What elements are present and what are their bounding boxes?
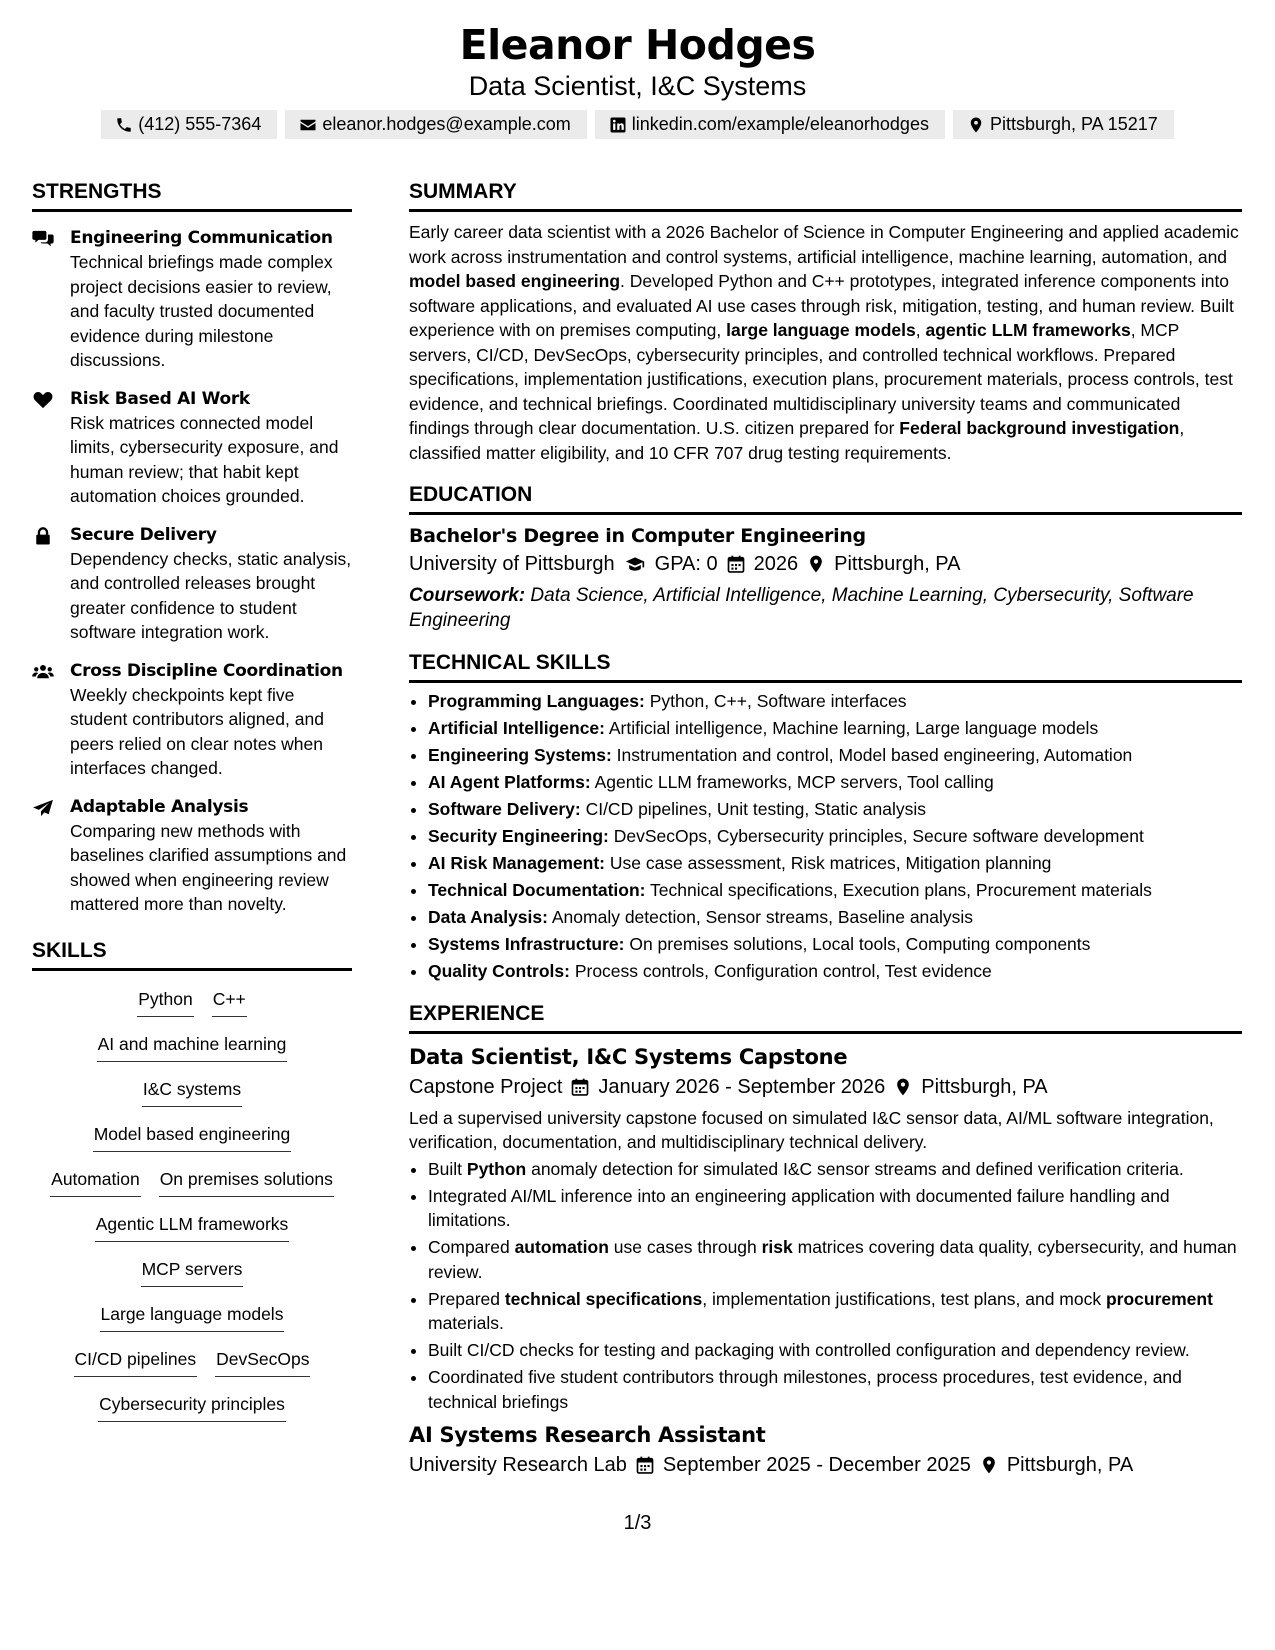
- bold-text: model based engineering: [409, 271, 621, 291]
- technical-skill-item: [428, 743, 1242, 768]
- job-org: University Research Lab: [409, 1454, 627, 1476]
- text-run: Built: [428, 1158, 467, 1179]
- bold-text: large language models: [726, 320, 916, 340]
- job-dates: September 2025 - December 2025: [662, 1454, 971, 1476]
- skill-values: Python, C++, Software interfaces: [644, 691, 907, 711]
- skill-chip-row: [32, 1341, 352, 1386]
- skill-chip-row: [32, 1386, 352, 1431]
- technical-skills-list: [409, 689, 1242, 984]
- job-bullet: [428, 1184, 1242, 1233]
- skills-section: [32, 937, 352, 1431]
- text-run: , classified matter eligibility, and 10 CFR 707 drug testing requirements.: [409, 418, 1185, 463]
- strengths-heading: STRENGTHS: [32, 178, 352, 212]
- skill-chip: Python: [137, 981, 193, 1017]
- users-icon: [32, 659, 70, 781]
- degree-title: Bachelor's Degree in Computer Engineering: [409, 525, 866, 547]
- job-title: Data Scientist, I&C Systems Capstone: [409, 1044, 848, 1069]
- skill-chip: DevSecOps: [215, 1341, 310, 1377]
- strength-desc: Risk matrices connected model limits, cybersecurity exposure, and human review; that habit kept automation choices grounded.: [70, 412, 339, 506]
- job-bullet: [428, 1157, 1242, 1182]
- strength-desc: Dependency checks, static analysis, and controlled releases brought greater confidence to student software integration work.: [70, 548, 352, 642]
- coursework-list: Data Science, Artificial Intelligence, Machine Learning, Cybersecurity, Software Engineering: [409, 585, 1194, 631]
- skill-values: Anomaly detection, Sensor streams, Baseline analysis: [547, 907, 974, 927]
- bold-text: risk: [761, 1237, 793, 1257]
- phone-text[interactable]: (412) 555-7364: [138, 114, 262, 134]
- skill-chips: [32, 981, 352, 1431]
- bold-text: automation: [514, 1237, 609, 1257]
- skill-chip: Automation: [50, 1161, 141, 1197]
- candidate-title: Data Scientist, I&C Systems: [468, 71, 807, 101]
- skill-chip-row: [32, 981, 352, 1026]
- skill-values: DevSecOps, Cybersecurity principles, Secure software development: [608, 826, 1144, 846]
- job-meta: [409, 1072, 1242, 1102]
- technical-skill-item: [428, 905, 1242, 930]
- strength-title: Risk Based AI Work: [70, 388, 250, 409]
- text-run: Coordinated five student contributors through milestones, process procedures, test evidence, and technical briefings: [428, 1367, 1182, 1412]
- strength-title: Engineering Communication: [70, 228, 333, 248]
- technical-skill-item: [428, 932, 1242, 957]
- map-pin-icon: [967, 116, 985, 134]
- skill-chip: AI and machine learning: [97, 1026, 288, 1062]
- skill-chip-row: [32, 1161, 352, 1206]
- summary-text: [409, 220, 1242, 465]
- page-number: 1/3: [623, 1512, 652, 1534]
- map-pin-icon: [806, 554, 826, 574]
- text-run: anomaly detection for simulated I&C sensor streams and defined verification criteria.: [526, 1158, 1184, 1179]
- contact-email: [285, 110, 586, 139]
- skill-chip-row: [32, 1116, 352, 1161]
- job-meta: [409, 1450, 1242, 1480]
- calendar-icon: [726, 554, 746, 574]
- text-run: Integrated AI/ML inference into an engineering application with documented failure handling and limitations.: [428, 1185, 1170, 1230]
- skill-values: Process controls, Configuration control, Test evidence: [569, 961, 992, 981]
- skill-chip: Cybersecurity principles: [98, 1386, 286, 1422]
- bold-text: agentic LLM frameworks: [925, 320, 1131, 340]
- paper-plane-icon: [32, 795, 70, 917]
- job-description: Led a supervised university capstone focused on simulated I&C sensor data, AI/ML software integration, verification, documentation, and multidisciplinary technical delivery.: [409, 1107, 1214, 1152]
- technical-skills-heading: TECHNICAL SKILLS: [409, 649, 1242, 683]
- text-run: . Developed Python and C++ prototypes, integrated inference components into software applications, and evaluated AI use cases through risk, mitigation, testing, and human review. Built experience with on premises computing,: [409, 271, 1234, 340]
- strength-title: Cross Discipline Coordination: [70, 660, 343, 681]
- strength-item: [32, 795, 352, 917]
- contact-phone: [101, 110, 277, 139]
- summary-heading: SUMMARY: [409, 178, 1242, 212]
- resume-header: [0, 20, 1275, 139]
- skill-chip: I&C systems: [142, 1071, 242, 1107]
- strength-desc: Technical briefings made complex project decisions easier to review, and faculty trusted documented evidence during milestone discussions.: [70, 252, 333, 370]
- text-run: ,: [915, 320, 926, 340]
- email-text[interactable]: eleanor.hodges@example.com: [322, 114, 571, 134]
- strength-item: [32, 523, 352, 645]
- skill-values: Artificial intelligence, Machine learning, Large language models: [604, 718, 1099, 738]
- education-section: [409, 481, 1242, 633]
- candidate-name: Eleanor Hodges: [459, 21, 816, 69]
- job-bullet: [428, 1365, 1242, 1414]
- text-run: Early career data scientist with a 2026 Bachelor of Science in Computer Engineering and applied academic work across instrumentation and control systems, artificial intelligence, machine learning, automation, and: [409, 222, 1239, 267]
- map-pin-icon: [979, 1455, 999, 1475]
- text-run: matrices covering data quality, cybersecurity, and human review.: [428, 1237, 1237, 1282]
- education-heading: EDUCATION: [409, 481, 1242, 515]
- skill-category: AI Risk Management:: [428, 853, 605, 873]
- experience-heading: EXPERIENCE: [409, 1000, 1242, 1034]
- calendar-icon: [570, 1077, 590, 1097]
- bold-text: technical specifications: [504, 1288, 703, 1309]
- text-run: Compared: [428, 1237, 515, 1257]
- text-run: materials.: [428, 1313, 504, 1333]
- skill-chip-row: [32, 1071, 352, 1116]
- linkedin-text[interactable]: linkedin.com/example/eleanorhodges: [631, 114, 929, 134]
- strength-desc: Weekly checkpoints kept five student contributors aligned, and peers relied on clear notes when interfaces changed.: [70, 684, 324, 778]
- strength-item: [32, 387, 352, 509]
- job-bullet: [428, 1235, 1242, 1284]
- strength-desc: Comparing new methods with baselines clarified assumptions and showed when engineering review mattered more than novelty.: [70, 820, 347, 914]
- skill-values: Technical specifications, Execution plans, Procurement materials: [645, 880, 1152, 900]
- linkedin-icon: [609, 116, 627, 134]
- job-bullet: [428, 1287, 1242, 1336]
- skill-category: Quality Controls:: [428, 961, 570, 981]
- strength-item: [32, 659, 352, 781]
- skill-chip-row: [32, 1251, 352, 1296]
- skill-category: Programming Languages:: [428, 691, 645, 711]
- technical-skill-item: [428, 797, 1242, 822]
- technical-skill-item: [428, 689, 1242, 714]
- gpa-text: GPA: 0: [654, 553, 718, 575]
- technical-skill-item: [428, 851, 1242, 876]
- technical-skill-item: [428, 959, 1242, 984]
- skill-chip-row: [32, 1206, 352, 1251]
- bold-text: procurement: [1105, 1288, 1213, 1309]
- text-run: , implementation justifications, test plans, and mock: [702, 1288, 1106, 1309]
- skill-category: Security Engineering:: [428, 826, 609, 846]
- skill-category: AI Agent Platforms:: [428, 772, 591, 792]
- job-title: AI Systems Research Assistant: [409, 1423, 766, 1447]
- skill-category: Engineering Systems:: [428, 745, 612, 765]
- coursework-label: Coursework:: [409, 585, 526, 606]
- skill-chip: CI/CD pipelines: [74, 1341, 198, 1377]
- skill-chip: Agentic LLM frameworks: [95, 1206, 290, 1242]
- phone-icon: [115, 116, 133, 134]
- skill-category: Technical Documentation:: [428, 880, 646, 900]
- left-column: [32, 178, 352, 1431]
- coursework: [409, 583, 1242, 633]
- envelope-icon: [299, 116, 317, 134]
- skill-chip: On premises solutions: [159, 1161, 334, 1197]
- strength-item: [32, 226, 352, 373]
- strength-title: Adaptable Analysis: [70, 796, 249, 817]
- job-dates: January 2026 - September 2026: [598, 1075, 886, 1098]
- right-column: [409, 178, 1242, 1480]
- calendar-icon: [635, 1455, 655, 1475]
- graduation-year: 2026: [753, 553, 799, 575]
- strength-title: Secure Delivery: [70, 524, 217, 545]
- skill-category: Data Analysis:: [428, 907, 548, 927]
- text-run: Built CI/CD checks for testing and packaging with controlled configuration and dependency review.: [428, 1340, 1190, 1360]
- job-org: Capstone Project: [409, 1075, 563, 1098]
- map-pin-icon: [893, 1077, 913, 1097]
- education-location: Pittsburgh, PA: [834, 553, 961, 575]
- job-bullet: [428, 1338, 1242, 1363]
- skill-values: Agentic LLM frameworks, MCP servers, Tool calling: [590, 772, 994, 792]
- technical-skill-item: [428, 878, 1242, 903]
- heart-icon: [32, 387, 70, 509]
- skill-chip: C++: [212, 981, 247, 1017]
- comments-icon: [32, 226, 70, 373]
- job-bullets: [409, 1157, 1242, 1415]
- skill-values: On premises solutions, Local tools, Computing components: [624, 934, 1091, 954]
- text-run: Prepared: [428, 1288, 505, 1309]
- graduation-cap-icon: [623, 554, 647, 574]
- contact-location: [953, 110, 1174, 139]
- lock-icon: [32, 523, 70, 645]
- school-name: University of Pittsburgh: [409, 553, 615, 575]
- skill-chip: Model based engineering: [93, 1116, 292, 1152]
- text-run: use cases through: [608, 1237, 762, 1257]
- technical-skill-item: [428, 824, 1242, 849]
- skills-heading: SKILLS: [32, 937, 352, 971]
- skill-chip-row: [32, 1296, 352, 1341]
- skill-category: Artificial Intelligence:: [428, 718, 605, 738]
- technical-skills-section: [409, 649, 1242, 984]
- skill-chip: MCP servers: [141, 1251, 244, 1287]
- skill-values: Use case assessment, Risk matrices, Mitigation planning: [604, 853, 1052, 873]
- education-meta: [409, 549, 1242, 579]
- skill-values: CI/CD pipelines, Unit testing, Static analysis: [580, 799, 926, 819]
- technical-skill-item: [428, 770, 1242, 795]
- text-run: , MCP servers, CI/CD, DevSecOps, cybersecurity principles, and controlled technical workflows. Prepared specifications, implementation justifications, execution plans, procurement materials, process controls, test evidence, and technical briefings. Coordinated multidisciplinary university teams and communicated findings through clear documentation. U.S. citizen prepared for: [409, 320, 1233, 438]
- contact-linkedin: [595, 110, 945, 139]
- bold-text: Federal background investigation: [899, 418, 1180, 438]
- skill-category: Systems Infrastructure:: [428, 934, 625, 954]
- contact-bar: [0, 110, 1275, 139]
- skill-chip: Large language models: [100, 1296, 285, 1332]
- skill-values: Instrumentation and control, Model based engineering, Automation: [611, 745, 1133, 765]
- job-location: Pittsburgh, PA: [921, 1075, 1048, 1098]
- bold-text: Python: [466, 1158, 527, 1179]
- skill-chip-row: [32, 1026, 352, 1071]
- technical-skill-item: [428, 716, 1242, 741]
- location-text: Pittsburgh, PA 15217: [989, 114, 1158, 134]
- job-location: Pittsburgh, PA: [1006, 1454, 1134, 1476]
- experience-section: [409, 1000, 1242, 1481]
- skill-category: Software Delivery:: [428, 799, 581, 819]
